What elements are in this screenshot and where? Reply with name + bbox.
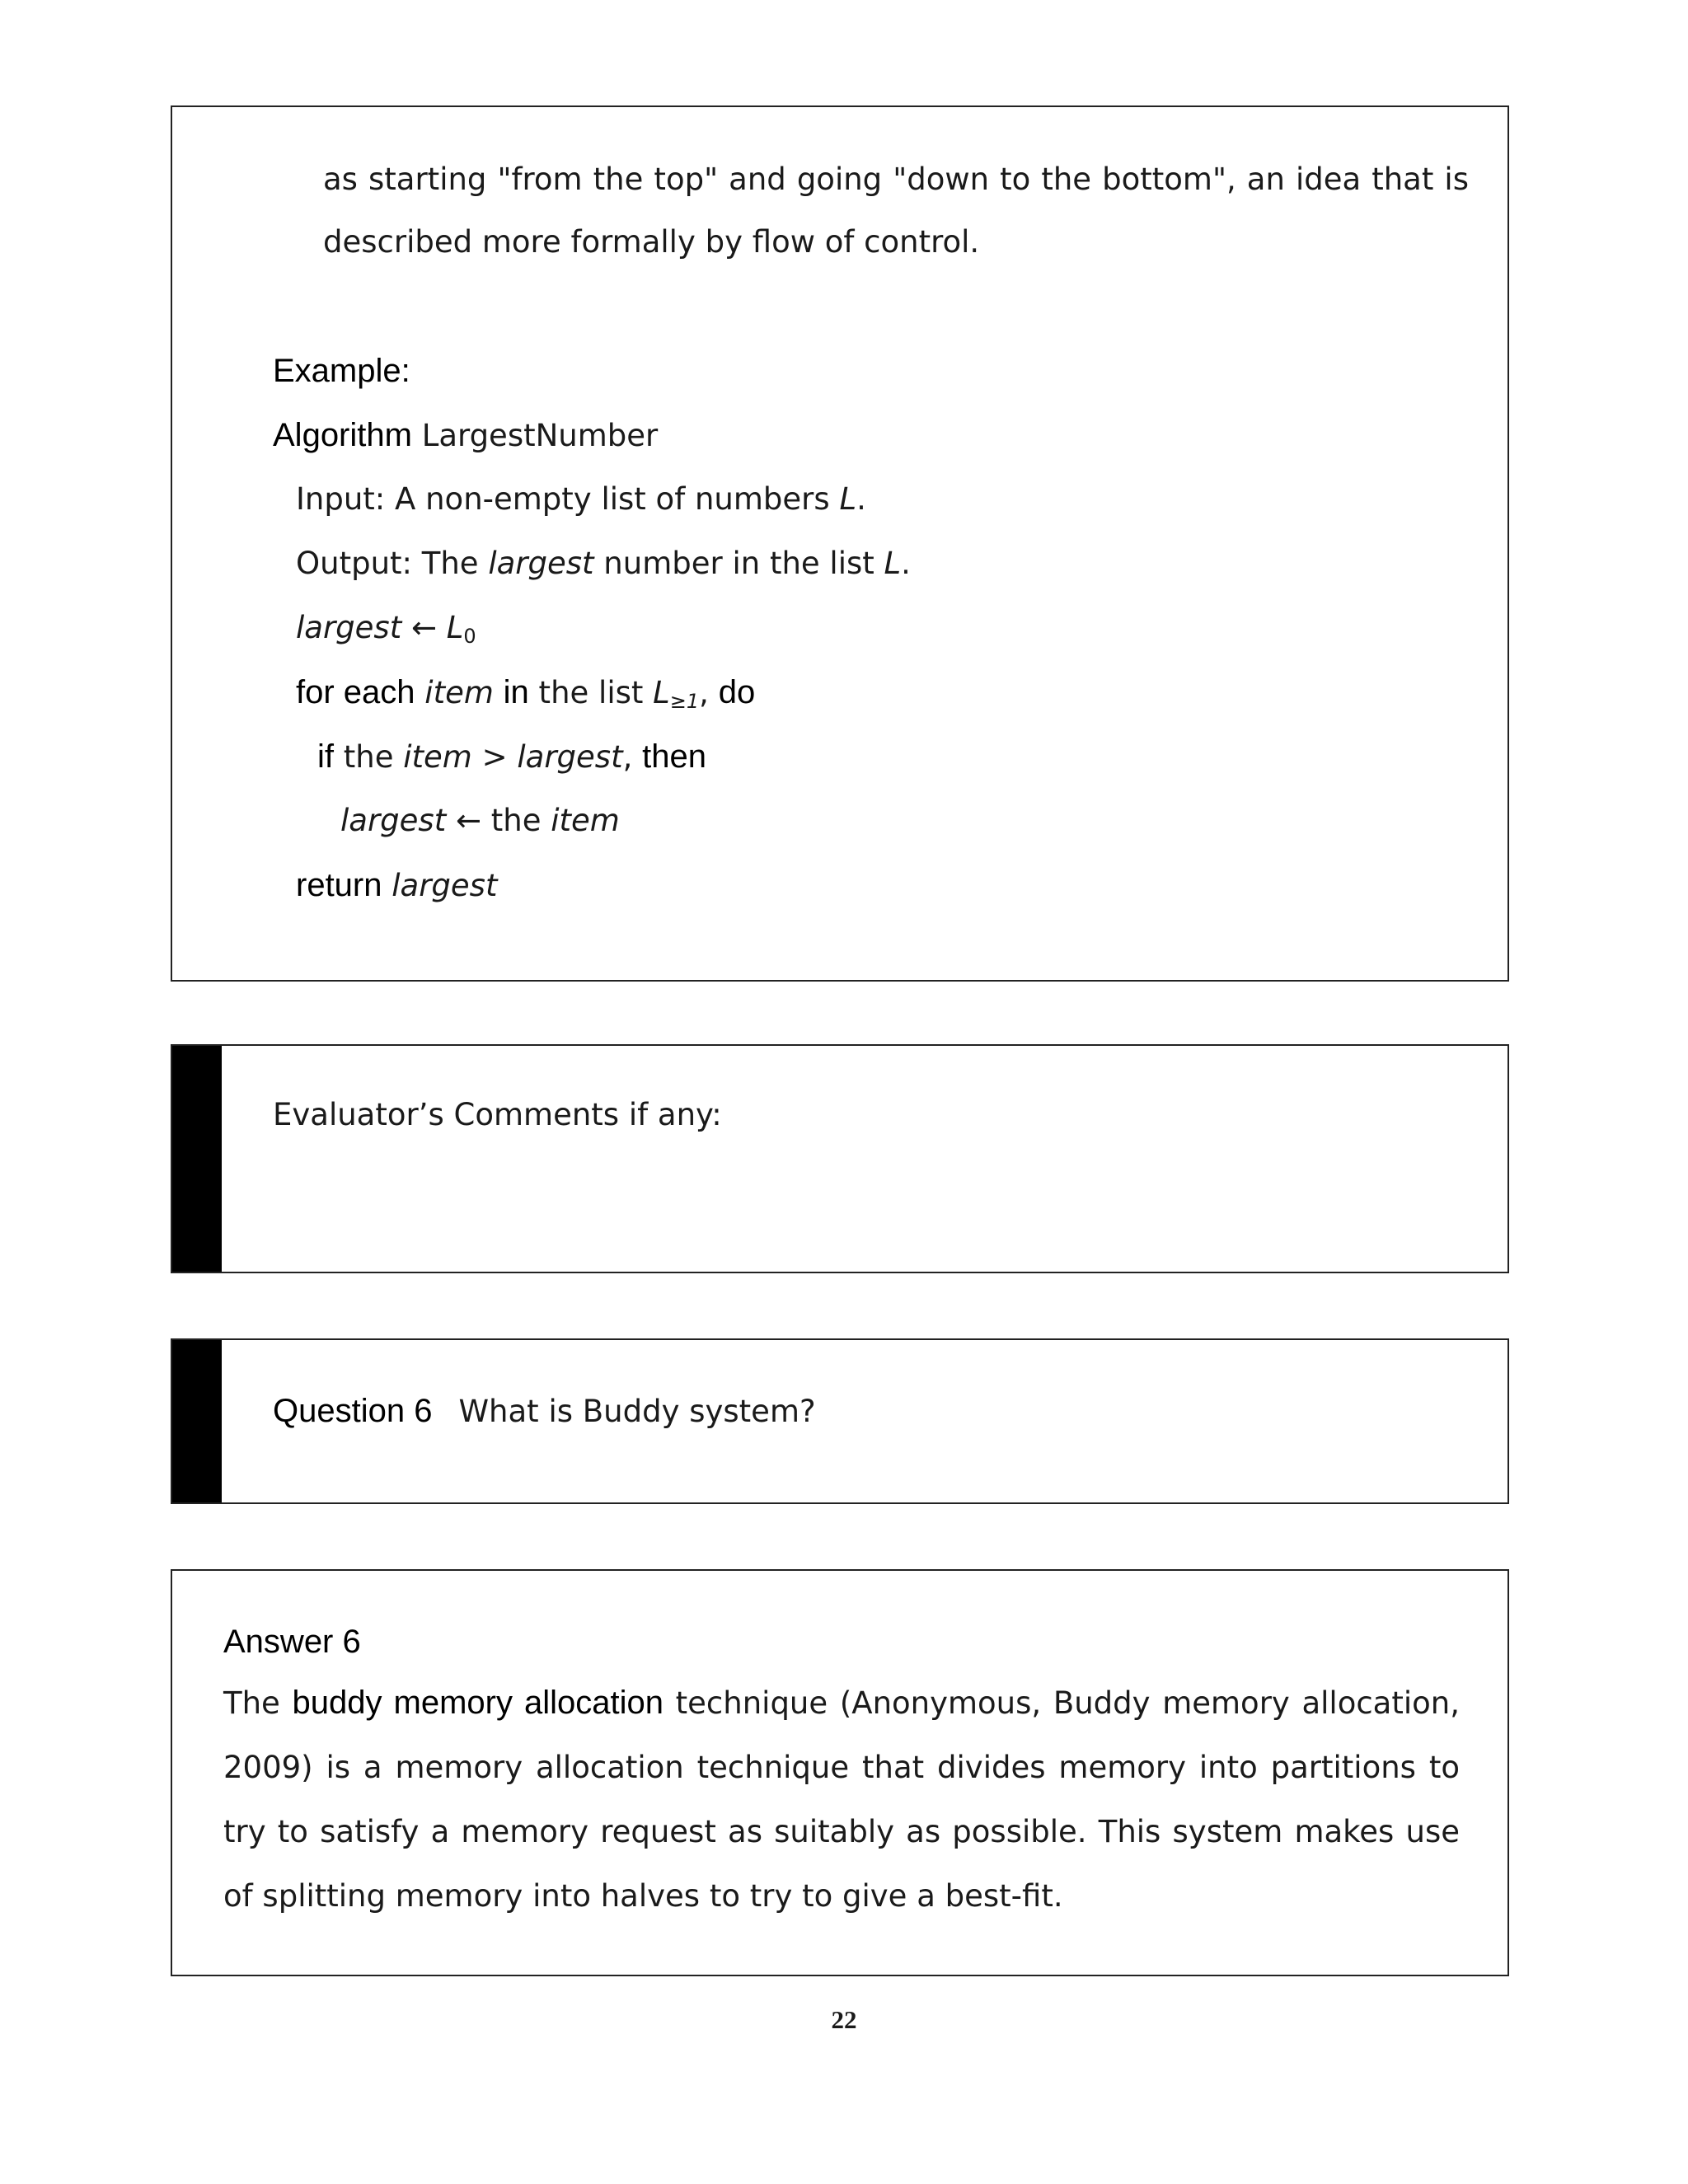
- return-line: return largest: [296, 867, 498, 903]
- evaluator-comments-label: Evaluator’s Comments if any:: [273, 1097, 722, 1132]
- question-label: Question 6: [273, 1393, 433, 1429]
- page-number: 22: [831, 2005, 857, 2034]
- algorithm-box: [171, 105, 1509, 982]
- if-line: if the item > largest, then: [317, 738, 706, 775]
- answer-label: Answer 6: [223, 1624, 361, 1660]
- question-text: What is Buddy system?: [458, 1394, 816, 1429]
- intro-line-2: described more formally by flow of control.: [323, 224, 980, 260]
- section-bar: [172, 1046, 222, 1272]
- answer-box: [171, 1569, 1509, 1976]
- evaluator-comments-box: [171, 1044, 1509, 1273]
- question-box: [171, 1338, 1509, 1504]
- for-line: for each item in the list $L_{\ge 1}$, do: [296, 674, 756, 713]
- algorithm-header: Algorithm LargestNumber: [273, 417, 659, 453]
- section-bar: [172, 1340, 222, 1502]
- example-label: Example:: [273, 353, 410, 389]
- output-line: Output: The largest number in the list L.: [296, 546, 911, 581]
- intro-line-1: as starting "from the top" and going "down to the bottom", an idea that is: [323, 162, 1469, 197]
- answer-paragraph: The buddy memory allocation technique (Anonymous, Buddy memory allocation, 2009) is a memory allocation technique that divides memory into partitions to try to satisfy a memory request as suitably as possible. This system makes use of splitting memory into halves to try to give a best-fit.: [223, 1685, 1460, 1914]
- assign-line: largest ← $L_0$: [296, 610, 476, 648]
- input-line: Input: A non-empty list of numbers L.: [296, 481, 866, 517]
- update-line: largest ← the item: [340, 803, 620, 838]
- question-line: [273, 1391, 816, 1432]
